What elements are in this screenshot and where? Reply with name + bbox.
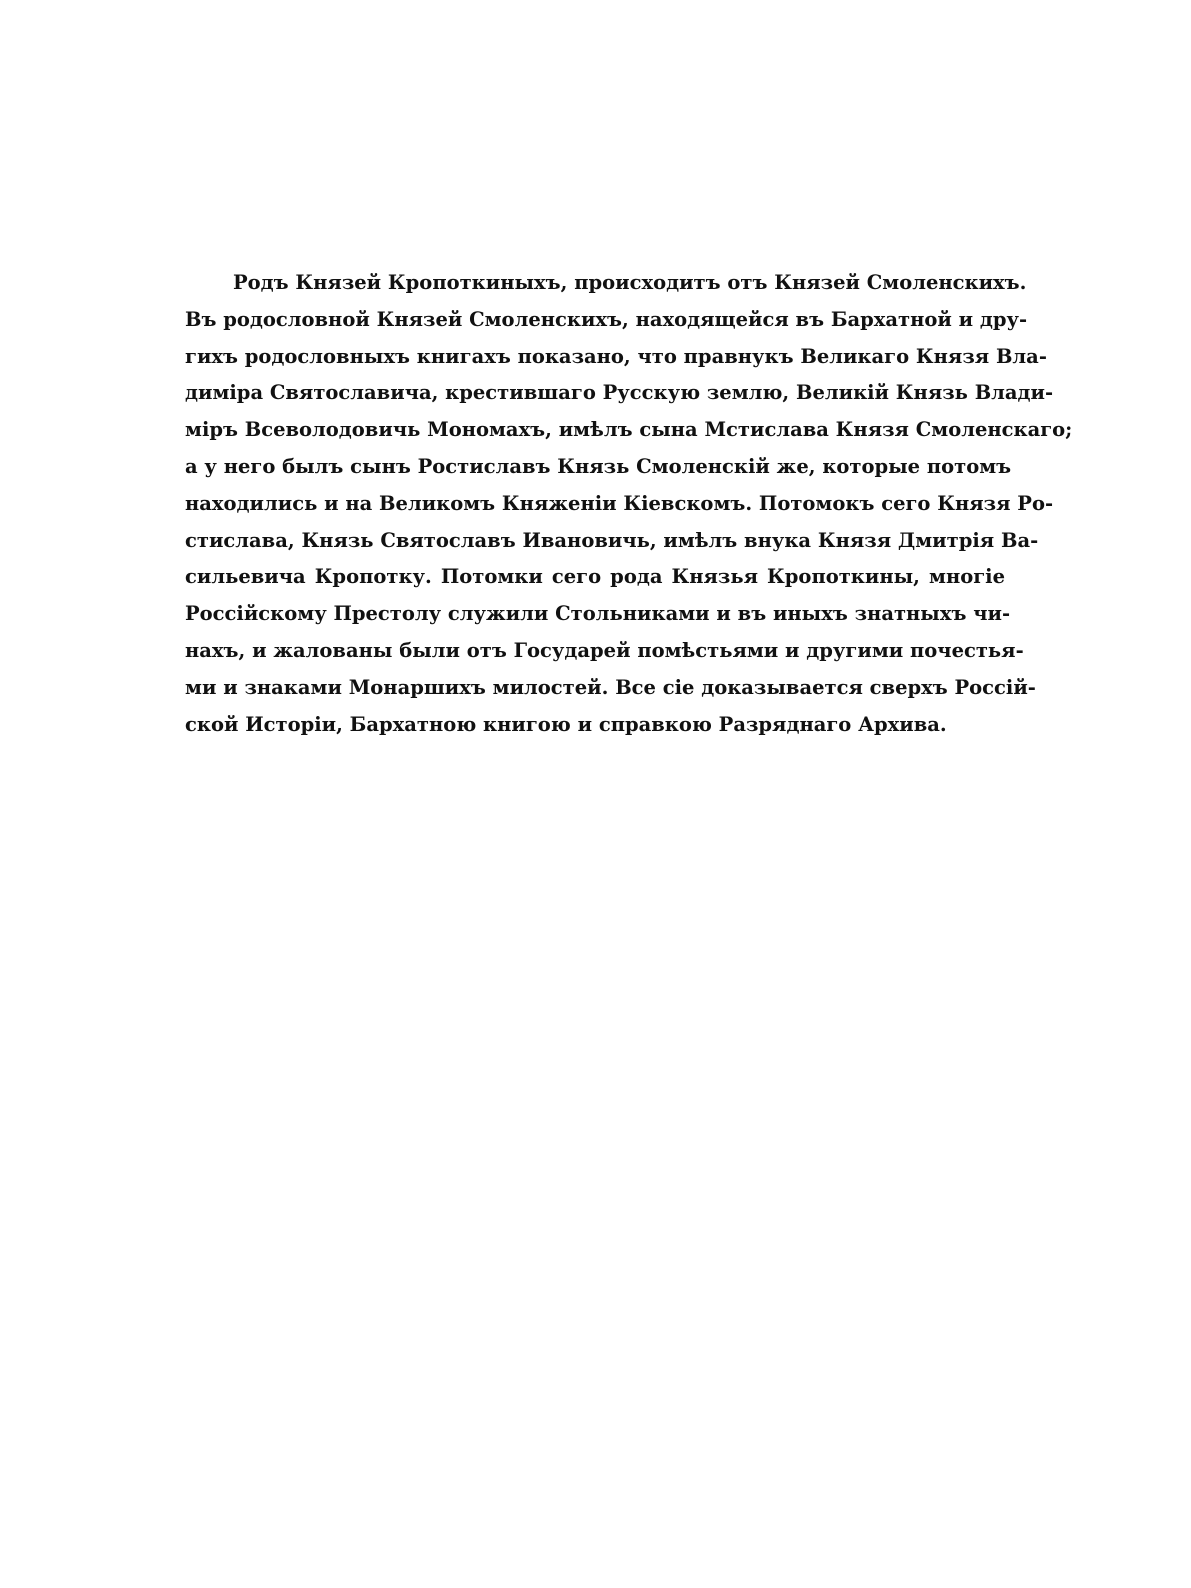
paragraph-line: ми и знаками Монаршихъ милостей. Все сіе доказывается сверхъ Росcій- bbox=[185, 675, 1036, 699]
paragraph-line: диміра Святославича, крестившаго Русскую землю, Великій Князь Влади- bbox=[185, 381, 1054, 405]
genealogy-paragraph bbox=[185, 265, 1073, 743]
paragraph-line: Россійскому Престолу служили Стольниками и въ иныхъ знатныхъ чи- bbox=[185, 602, 1011, 626]
paragraph-line: міръ Всеволодовичь Мономахъ, имѣлъ сына Мстислава Князя Смоленскаго; bbox=[185, 418, 1073, 442]
paragraph-line: Въ родословной Князей Смоленскихъ, находящейся въ Бархатной и дру- bbox=[185, 307, 1028, 331]
paragraph-line: находились и на Великомъ Княженіи Кіевскомъ. Потомокъ сего Князя Ро- bbox=[185, 491, 1054, 515]
paragraph-line: ской Исторіи, Бархатною книгою и справкою Разряднаго Архива. bbox=[185, 712, 947, 736]
paragraph-line: нахъ, и жалованы были отъ Государей помѣстьями и другими почестья- bbox=[185, 638, 1024, 662]
paragraph-line: гихъ родословныхъ книгахъ показано, что правнукъ Великаго Князя Вла- bbox=[185, 344, 1047, 368]
paragraph-line: а у него былъ сынъ Ростиславъ Князь Смоленскій же, которые потомъ bbox=[185, 454, 1012, 478]
paragraph-line: Родъ Князей Кропоткиныхъ, происходитъ отъ Князей Смоленскихъ. bbox=[233, 271, 1027, 294]
paragraph-line: сильевича Кропотку. Потомки сего рода Князья Кропоткины, многіе bbox=[185, 565, 1005, 589]
paragraph-line: стислава, Князь Святославъ Ивановичь, имѣлъ внука Князя Дмитрія Ва- bbox=[185, 528, 1039, 552]
